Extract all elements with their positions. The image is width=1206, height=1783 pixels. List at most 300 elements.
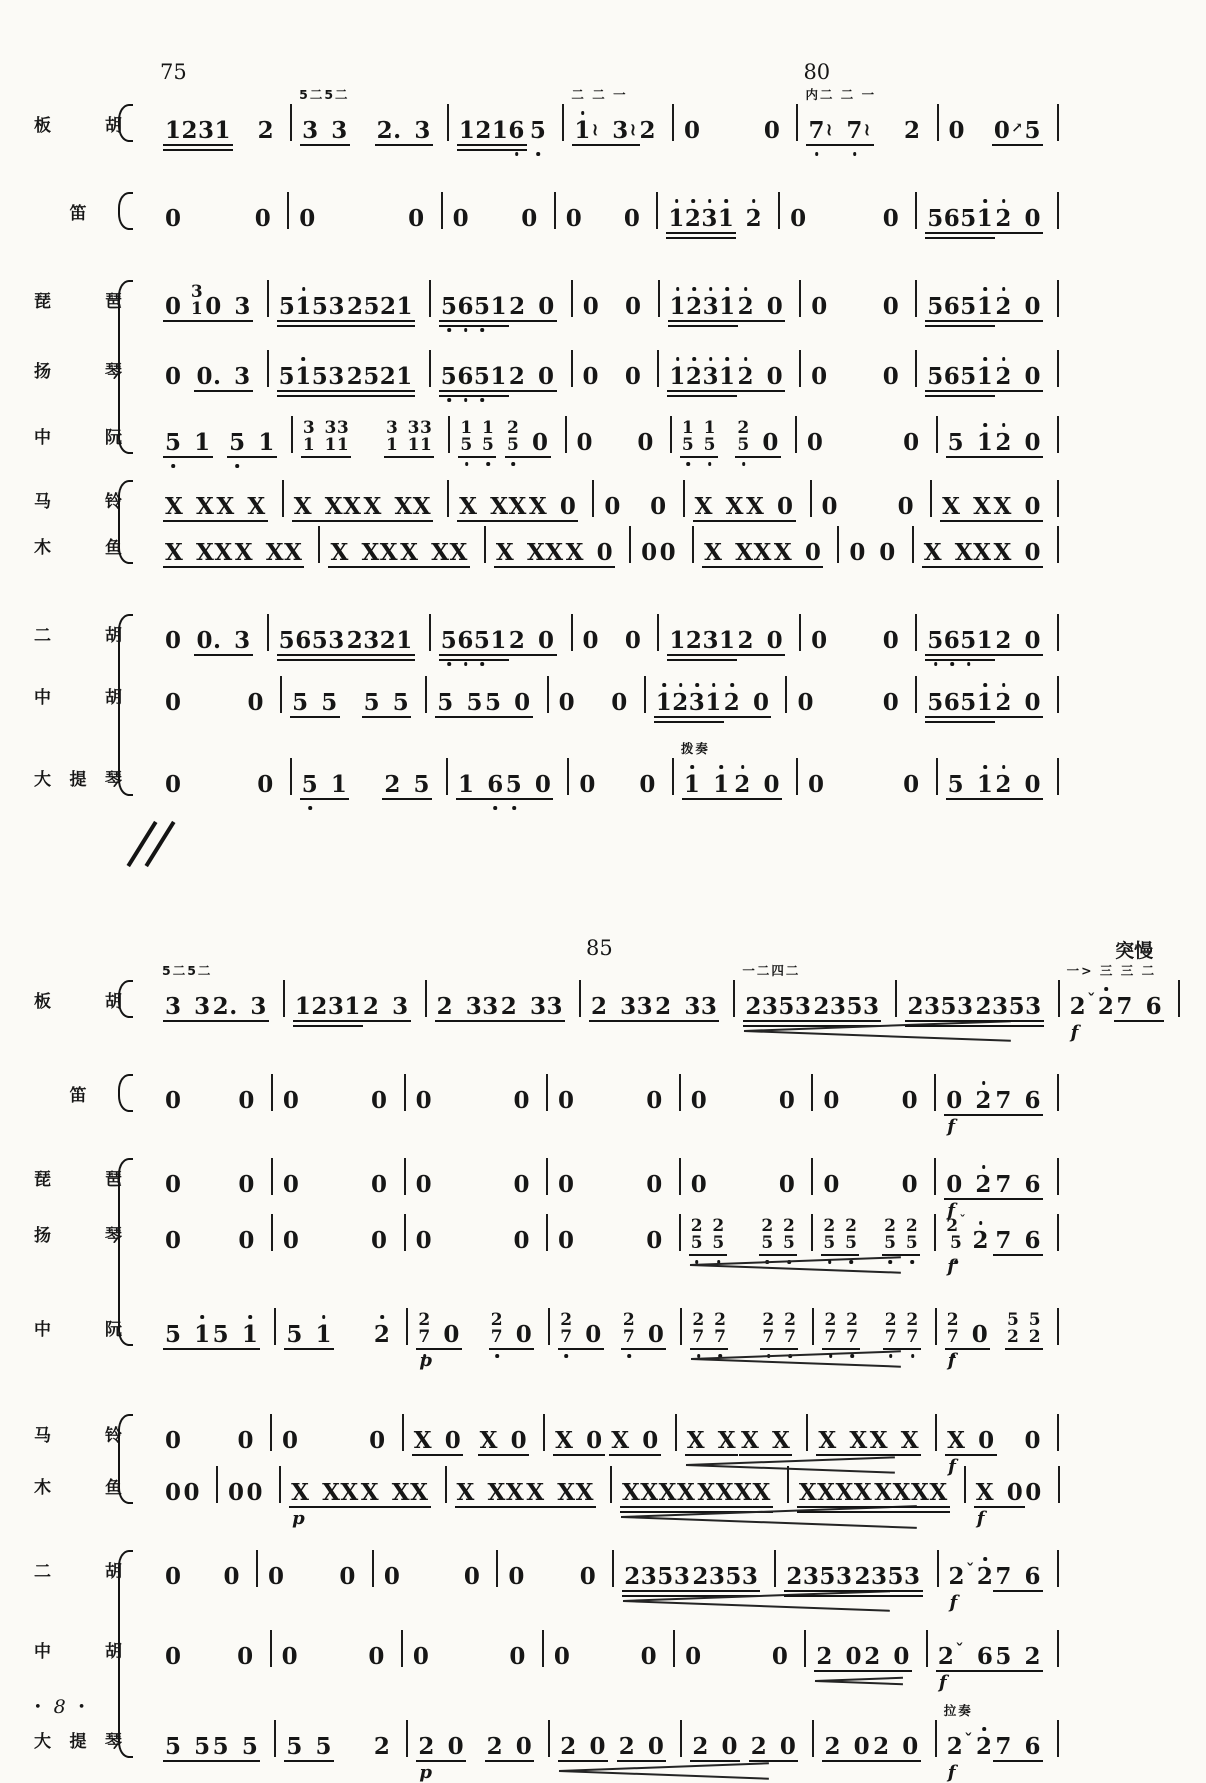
note-digit: 0 — [237, 1427, 255, 1454]
note-digit: . — [393, 117, 402, 144]
note-digit: 2 — [418, 1309, 431, 1330]
notes-line — [154, 1072, 272, 1116]
note-digit: 7 — [560, 1329, 572, 1346]
beat-group — [346, 629, 414, 652]
note-digit: 0 — [946, 1087, 963, 1114]
beat-group — [994, 295, 1042, 318]
note-digit: 0 — [238, 1227, 255, 1254]
note-digit: 0 — [579, 1563, 597, 1590]
beat-group — [745, 495, 795, 518]
note-digit: X — [343, 493, 362, 520]
octave-dot-above — [979, 1221, 983, 1225]
measure — [800, 612, 916, 656]
group-brace-icon — [118, 1414, 133, 1504]
beat-group — [415, 1173, 434, 1196]
beat-group — [412, 1645, 431, 1668]
note-digit: 0 — [247, 689, 265, 716]
beat-group — [164, 1429, 183, 1452]
measure — [442, 190, 555, 234]
note-digit: 2 — [972, 1229, 989, 1252]
chord-stack — [784, 1309, 797, 1347]
beat-group — [558, 691, 577, 714]
beat-group — [733, 773, 781, 796]
note-digit: 5 — [474, 365, 491, 388]
note-digit: X — [993, 493, 1012, 520]
measure — [797, 60, 937, 146]
beat-group — [610, 691, 629, 714]
system-2 — [20, 926, 1206, 1783]
octave-dot-below — [480, 398, 484, 402]
note-digit: 6 — [943, 205, 961, 232]
group-brace-icon — [118, 1074, 133, 1112]
notes-line — [403, 1412, 544, 1456]
note-digit: 0 — [165, 771, 182, 798]
octave-dot-above — [744, 287, 748, 291]
octave-dot-above — [302, 357, 306, 361]
note-digit: 6 — [1024, 1171, 1042, 1198]
note-digit: 3 — [835, 1563, 853, 1590]
beat-group — [761, 1309, 797, 1347]
note-digit: 5 — [704, 437, 716, 454]
note-digit: X — [487, 1479, 506, 1506]
notes-line — [775, 1548, 937, 1592]
note-digit: 1 — [295, 295, 312, 318]
beat-group — [994, 629, 1042, 652]
note-digit: 2 — [257, 117, 275, 144]
chord-stack — [884, 1215, 897, 1253]
note-digit: 6 — [1024, 1733, 1042, 1760]
octave-dot-below — [480, 662, 484, 666]
chord-stack — [482, 417, 495, 455]
note-digit: 0 — [897, 493, 915, 520]
note-digit: X — [752, 1479, 771, 1506]
staff-row-yangqin — [20, 1211, 1206, 1277]
beat-group — [573, 119, 638, 142]
beat-group — [164, 1565, 183, 1588]
note-digit: 5 — [960, 293, 977, 320]
notes-line — [154, 1628, 271, 1672]
note-digit: 0 — [823, 1171, 840, 1198]
notes-line — [936, 1412, 1058, 1456]
beat-group — [479, 1429, 529, 1452]
notes-line — [673, 756, 797, 800]
note-digit: 3 — [708, 1563, 726, 1590]
beat-group — [257, 119, 276, 142]
beat-group — [649, 495, 668, 518]
note-digit: 2 — [745, 993, 762, 1020]
note-digit: X — [412, 493, 432, 520]
note-digit: 3 — [829, 993, 847, 1020]
beat-group — [869, 1429, 920, 1452]
measure — [154, 963, 284, 1022]
note-digit: 0 — [513, 1087, 531, 1114]
octave-dot-below — [849, 1260, 853, 1264]
beat-group — [683, 773, 731, 796]
notes-line — [916, 278, 1058, 322]
beat-group — [554, 1429, 604, 1452]
measure — [154, 1072, 272, 1116]
note-digit: 0 — [625, 293, 642, 320]
beat-group — [228, 431, 276, 454]
measure — [291, 87, 448, 146]
beat-group — [256, 773, 275, 796]
measure — [547, 1212, 680, 1256]
notes-line — [154, 348, 268, 392]
note-digit: 1 — [574, 119, 591, 142]
note-digit: 1 — [977, 773, 994, 796]
note-digit: 2 — [692, 1309, 705, 1330]
dynamic-mark: p — [419, 1350, 433, 1371]
beat-group — [1115, 995, 1163, 1018]
note-digit: 0 — [893, 1643, 910, 1670]
measure — [838, 524, 912, 568]
note-digit: X — [892, 1479, 911, 1506]
chord-stack — [407, 417, 433, 455]
beat-group — [417, 1735, 465, 1758]
measure — [805, 1628, 927, 1672]
note-digit: X — [216, 493, 235, 520]
beat-group — [624, 365, 643, 388]
note-digit: 2 — [907, 993, 924, 1020]
note-digit: 2 — [374, 1323, 391, 1346]
chord-stack — [712, 1215, 725, 1253]
note-digit: 2 — [761, 1215, 774, 1236]
note-digit: 0 — [165, 205, 182, 232]
note-digit: 5 — [691, 1235, 703, 1252]
chord-stack — [1006, 1309, 1020, 1347]
note-digit: 5 — [927, 629, 944, 652]
note-digit: 0 — [165, 1171, 182, 1198]
beat-group — [520, 207, 539, 230]
note-digit: 3 — [923, 993, 941, 1020]
beat-group — [227, 1481, 246, 1504]
note-digit: 1 — [490, 293, 508, 320]
beat-group — [872, 1735, 920, 1758]
note-digit: 5 — [947, 429, 965, 456]
measure — [154, 756, 291, 800]
octave-dot-below — [934, 662, 938, 666]
measure — [800, 278, 916, 322]
note-digit: 0 — [903, 429, 920, 456]
beat-group — [291, 691, 339, 714]
note-digit: 0 — [777, 493, 794, 520]
measure — [734, 963, 896, 1022]
measure — [271, 1628, 402, 1672]
note-digit: 2 — [685, 207, 702, 230]
note-digit: 3 — [862, 993, 880, 1020]
group-brace-icon — [118, 280, 133, 454]
notes-line — [280, 1464, 445, 1508]
octave-dot-below — [481, 328, 485, 332]
note-digit: 1 — [420, 434, 433, 455]
note-digit: 3 — [870, 1563, 888, 1590]
notes-line — [405, 1072, 547, 1116]
beat-group — [945, 1089, 993, 1112]
notes-line — [154, 102, 291, 146]
note-digit: 2 — [509, 293, 526, 320]
beat-group — [508, 295, 556, 318]
note-digit: 5 — [927, 293, 944, 320]
beat-group — [212, 995, 268, 1018]
beat-group — [553, 1645, 572, 1668]
note-digit: 2 — [346, 363, 364, 390]
note-digit: 0 — [509, 1643, 526, 1670]
notes-line — [593, 478, 683, 522]
notes-line — [838, 524, 912, 568]
note-digit: 0 — [684, 117, 701, 144]
beat-group — [926, 365, 994, 388]
instrument-label: 马 铃 — [34, 1426, 122, 1446]
beat-group — [582, 295, 601, 318]
measure — [916, 348, 1058, 392]
octave-dot-above — [709, 357, 713, 361]
octave-dot-above — [679, 683, 683, 687]
note-digit: 0 — [659, 539, 677, 566]
octave-dot-below — [742, 462, 746, 466]
note-digit: 0 — [623, 205, 641, 232]
measure — [272, 1072, 405, 1116]
note-digit: 3 — [1025, 993, 1042, 1020]
octave-dot-above — [982, 1165, 986, 1169]
measure — [291, 756, 447, 800]
note-digit: 5 — [363, 689, 381, 716]
note-digit: 1 — [396, 627, 413, 654]
note-digit: 6 — [487, 773, 504, 796]
note-digit: X — [324, 493, 344, 520]
note-digit: 0 — [646, 1227, 663, 1254]
note-digit: X — [234, 539, 254, 566]
note-digit: X — [717, 1427, 737, 1454]
group-brace-icon — [118, 614, 133, 796]
measure — [446, 1464, 611, 1508]
instrument-group — [20, 936, 1206, 1043]
notes-line — [673, 102, 797, 146]
note-digit: 2 — [906, 1309, 919, 1330]
octave-dot-below — [465, 462, 469, 466]
crescendo-hairpin-icon — [621, 1511, 917, 1521]
measure — [927, 1628, 1058, 1693]
notes-line — [938, 1548, 1058, 1592]
measure — [271, 1412, 403, 1456]
note-digit: X — [479, 1427, 498, 1454]
note-digit: 2 — [384, 771, 401, 798]
measure — [673, 741, 797, 800]
note-digit: 0 — [371, 1171, 388, 1198]
note-digit: 2 — [786, 1563, 803, 1590]
beat-group — [490, 1309, 534, 1348]
note-digit: 2 — [1006, 1326, 1020, 1347]
beat-group — [778, 1173, 797, 1196]
note-digit: 2 — [995, 627, 1012, 654]
beat-group — [815, 1645, 863, 1668]
note-digit: 0 — [1024, 627, 1041, 654]
note-digit: X — [165, 493, 184, 520]
note-digit: 0 — [902, 1733, 919, 1760]
notes-line — [935, 1156, 1058, 1200]
note-digit: 2 — [590, 993, 608, 1020]
note-digit: 0 — [604, 493, 621, 520]
note-digit: 2 — [750, 1733, 768, 1760]
octave-dot-above — [693, 287, 697, 291]
note-digit: 3 — [741, 1563, 759, 1590]
notes-line — [549, 1718, 681, 1762]
beat-group — [690, 1089, 709, 1112]
measure — [659, 278, 801, 322]
note-digit: 0 — [369, 1427, 386, 1454]
chord-stack — [324, 417, 350, 455]
note-digit: 0 — [223, 1563, 241, 1590]
notes-line — [645, 674, 787, 718]
chord-stack — [761, 1215, 774, 1253]
note-digit: 6 — [944, 629, 961, 652]
dynamic-mark: p — [419, 1762, 433, 1783]
note-digit: 5 — [927, 205, 944, 232]
note-digit: 3 — [165, 993, 182, 1020]
note-digit: 3 — [407, 417, 420, 438]
beat-group — [994, 365, 1042, 388]
note-digit: 5 — [725, 1563, 742, 1590]
beat-group — [926, 629, 994, 652]
note-digit: 1 — [482, 417, 495, 438]
beat-group — [994, 691, 1042, 714]
measures-strip — [154, 1628, 1058, 1693]
beat-group — [810, 629, 829, 652]
note-digit: 1 — [316, 1323, 333, 1346]
note-digit: X — [360, 1479, 380, 1506]
note-digit: 2 — [379, 293, 397, 320]
measures-strip — [154, 936, 1179, 1043]
note-digit: 2 — [846, 1309, 859, 1330]
instrument-label: 扬 琴 — [34, 1226, 122, 1246]
note-digit: X — [942, 493, 961, 520]
note-digit: 2 — [737, 417, 750, 438]
note-digit: 0 — [165, 689, 182, 716]
octave-dot-below — [447, 398, 451, 402]
note-digit: 1 — [324, 434, 337, 455]
note-digit: 6 — [943, 363, 961, 390]
instrument-label: 大 提 琴 — [34, 1732, 122, 1752]
notes-line — [405, 1156, 547, 1200]
notes-line — [275, 1718, 407, 1762]
beat-group — [926, 295, 994, 318]
beat-group — [164, 1229, 183, 1252]
measure — [671, 414, 796, 458]
note-digit: 1 — [670, 295, 687, 318]
note-digit: 6 — [943, 689, 961, 716]
notes-line — [449, 414, 565, 458]
note-digit: 5 — [165, 431, 182, 454]
octave-dot-below — [815, 152, 819, 156]
measure — [936, 1306, 1058, 1371]
note-digit: X — [322, 1479, 341, 1506]
ornament-annotation: 一> 三 三 二 — [1066, 963, 1157, 978]
beat-group — [821, 495, 840, 518]
note-digit: X — [495, 539, 515, 566]
note-digit: 0 — [514, 689, 531, 716]
octave-dot-above — [1002, 357, 1006, 361]
note-digit: 0 — [582, 627, 600, 654]
note-digit: 3 — [420, 417, 433, 438]
note-digit: 5 — [229, 431, 246, 454]
beat-group — [195, 365, 251, 388]
group-brace-icon — [118, 980, 133, 1018]
chord-stack — [906, 1309, 919, 1347]
note-digit: 0 — [538, 293, 555, 320]
chord-stack — [490, 1309, 504, 1347]
note-digit: X — [929, 1479, 948, 1506]
note-digit: 3 — [234, 627, 251, 654]
note-digit: 3 — [620, 993, 637, 1020]
instrument-label: 中 胡 — [34, 1642, 122, 1662]
beat-group — [941, 495, 992, 518]
measure — [645, 674, 787, 718]
note-digit: 5 — [846, 993, 863, 1020]
beat-group — [582, 365, 601, 388]
beat-group — [559, 1309, 603, 1348]
notes-line — [544, 1412, 676, 1456]
note-digit: 0 — [165, 1563, 182, 1590]
note-digit: 0 — [1024, 1427, 1042, 1454]
note-digit: X — [910, 1479, 930, 1506]
chord-stack — [783, 1215, 796, 1253]
beat-group — [506, 417, 550, 456]
staff-row-banhu — [20, 60, 1206, 146]
rehearsal-number: 75 — [160, 60, 187, 84]
note-digit: 2 — [884, 1309, 898, 1330]
notes-line — [566, 414, 671, 458]
notes-line — [430, 612, 572, 656]
note-digit: 5 — [321, 689, 338, 716]
crescendo-hairpin-icon — [815, 1675, 903, 1685]
beat-group — [164, 629, 183, 652]
beat-group — [164, 207, 183, 230]
note-digit: X — [715, 1479, 735, 1506]
note-digit: 0 — [821, 493, 839, 520]
note-digit: 5 — [441, 295, 458, 318]
beat-group — [459, 417, 495, 455]
measure — [405, 1156, 547, 1200]
page-number: 8 — [53, 1696, 66, 1718]
note-digit: 0 — [721, 1733, 739, 1760]
beat-group — [640, 541, 659, 564]
note-digit: 0 — [415, 1171, 433, 1198]
beat-group — [994, 431, 1042, 454]
notes-line — [426, 674, 547, 718]
measure — [288, 190, 441, 234]
notes-line — [580, 978, 734, 1022]
note-digit: 0 — [882, 627, 900, 654]
note-digit: 7 — [885, 1329, 897, 1346]
measure — [680, 1212, 813, 1256]
note-digit: 2 — [376, 117, 394, 144]
beat-group — [363, 691, 411, 714]
dynamic-mark: p — [292, 1508, 305, 1529]
measure — [658, 612, 800, 656]
notes-line — [800, 278, 916, 322]
beat-group — [278, 365, 346, 388]
note-digit: 2 — [508, 363, 526, 390]
instrument-label: 二 胡 — [34, 626, 122, 646]
notes-line — [448, 102, 564, 146]
note-digit: 3 — [385, 417, 399, 438]
notes-line — [272, 1212, 405, 1256]
beat-group — [254, 207, 273, 230]
beat-group — [236, 1645, 255, 1668]
instrument-label: 中 阮 — [34, 428, 122, 448]
beat-group — [294, 995, 362, 1018]
note-digit: X — [165, 539, 184, 566]
note-digit: 5 — [311, 627, 329, 654]
